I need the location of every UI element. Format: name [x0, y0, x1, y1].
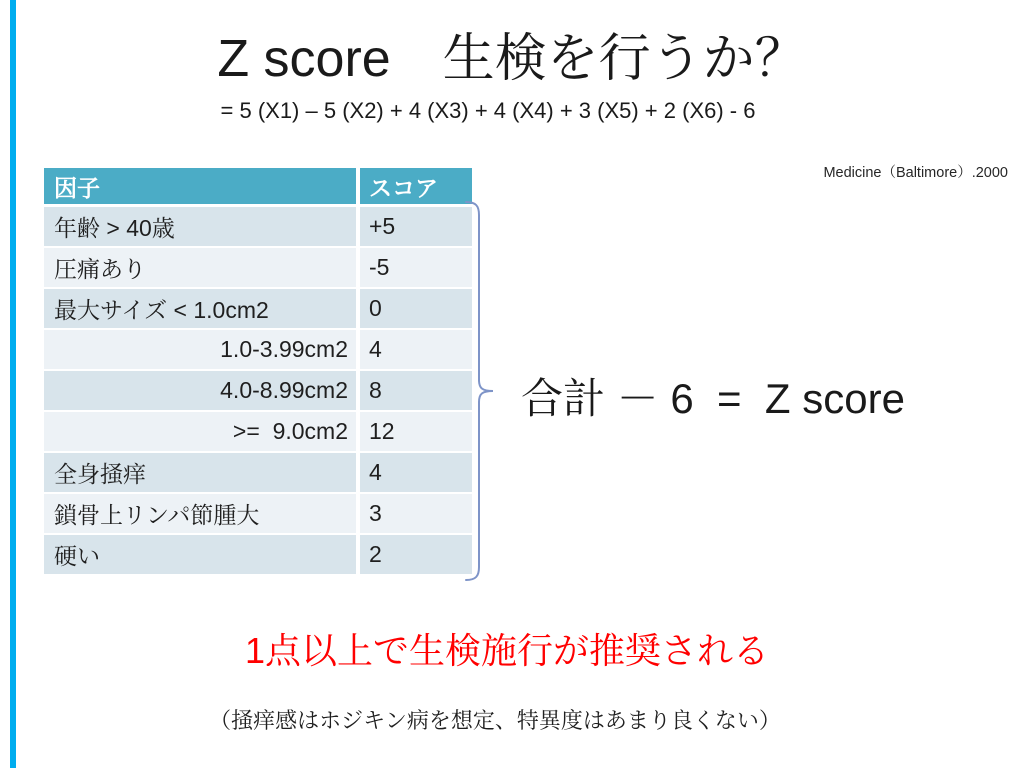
- table-row: [44, 207, 472, 246]
- table-row: [44, 248, 472, 287]
- score-cell: 2: [360, 535, 472, 574]
- score-cell: 0: [360, 289, 472, 328]
- table-header-row: [44, 168, 472, 204]
- factor-cell: 全身掻痒: [44, 453, 356, 492]
- factor-cell: 硬い: [44, 535, 356, 574]
- score-cell: -5: [360, 248, 472, 287]
- table-row: [44, 453, 472, 492]
- factor-cell: 最大サイズ < 1.0cm2: [44, 289, 356, 328]
- right-brace-shape: [462, 200, 498, 582]
- factor-cell: 年齢 > 40歳: [44, 207, 356, 246]
- table-row: [44, 535, 472, 574]
- score-cell: +5: [360, 207, 472, 246]
- table-row: [44, 371, 472, 410]
- table-row: [44, 330, 472, 369]
- factor-cell: >= 9.0cm2: [44, 412, 356, 451]
- table-row: [44, 289, 472, 328]
- score-cell: 4: [360, 330, 472, 369]
- total-score-formula: 合計 － 6 = Z score: [521, 375, 905, 422]
- factor-cell: 圧痛あり: [44, 248, 356, 287]
- score-table-rows: [44, 207, 472, 574]
- slide-title: Z score 生検を行うか？: [217, 30, 807, 88]
- zscore-formula: = 5 (X1) – 5 (X2) + 4 (X3) + 4 (X4) + 3 (X5) + 2 (X6) - 6: [220, 98, 756, 123]
- score-table: [44, 168, 472, 576]
- factor-cell: 鎖骨上リンパ節腫大: [44, 494, 356, 533]
- table-row: [44, 494, 472, 533]
- factor-cell: 1.0-3.99cm2: [44, 330, 356, 369]
- recommendation-text: 1点以上で生検施行が推奨される: [244, 630, 770, 671]
- score-cell: 12: [360, 412, 472, 451]
- header-factor: 因子: [44, 168, 356, 204]
- header-score: スコア: [360, 168, 472, 204]
- score-cell: 8: [360, 371, 472, 410]
- citation-reference: Medicine（Baltimore）.2000: [823, 165, 1008, 181]
- factor-cell: 4.0-8.99cm2: [44, 371, 356, 410]
- table-row: [44, 412, 472, 451]
- footnote-text: （掻痒感はホジキン病を想定、特異度はあまり良くない）: [209, 708, 781, 733]
- score-cell: 4: [360, 453, 472, 492]
- score-cell: 3: [360, 494, 472, 533]
